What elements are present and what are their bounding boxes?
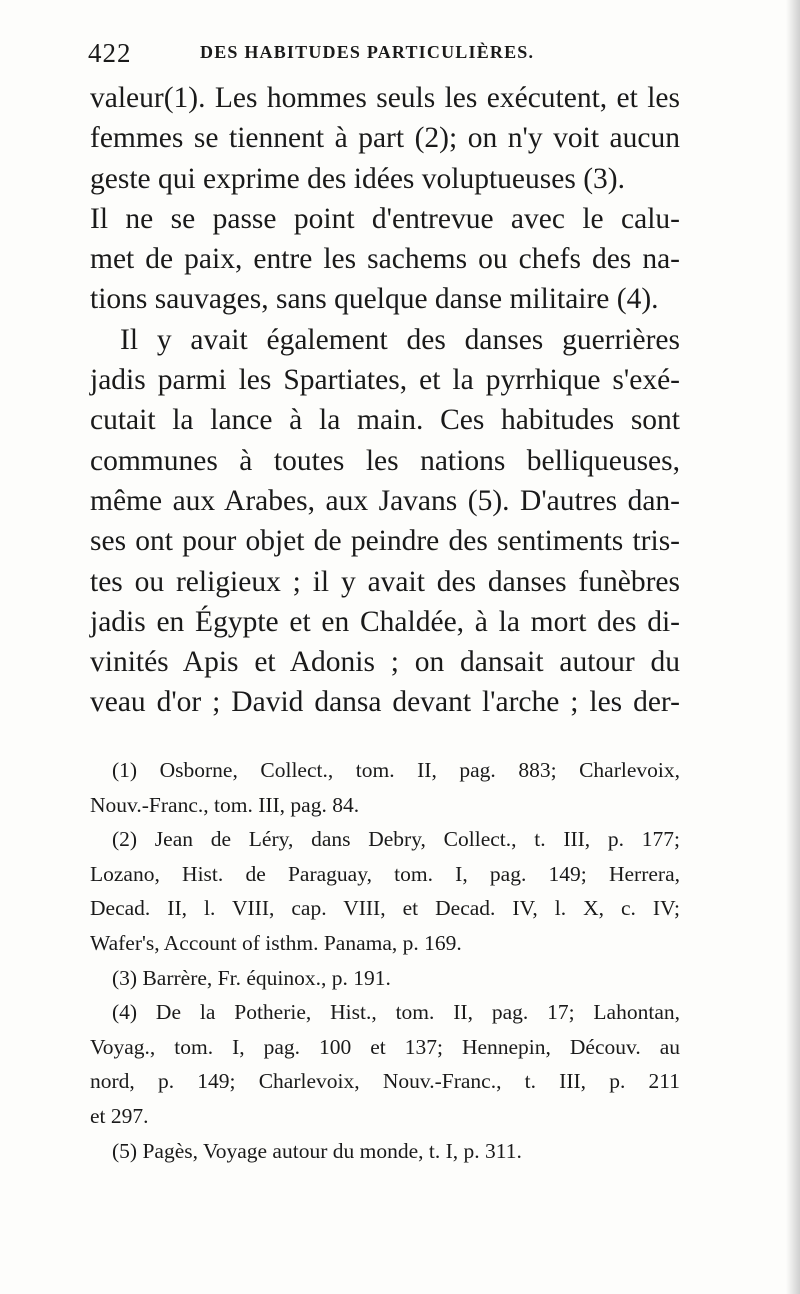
body-line: cutait la lance à la main. Ces habitudes sont	[90, 404, 680, 437]
body-line: vinités Apis et Adonis ; on dansait autour du	[90, 646, 680, 679]
body-line: met de paix, entre les sachems ou chefs des na-	[90, 243, 680, 276]
body-line: communes à toutes les nations belliqueuses,	[90, 444, 680, 477]
footnotes	[90, 753, 680, 1168]
body-line: tions sauvages, sans quelque danse militaire (4).	[90, 283, 659, 316]
page-edge-shadow	[786, 0, 800, 1294]
body-line: jadis en Égypte et en Chaldée, à la mort des di-	[90, 605, 680, 638]
page-number: 422	[88, 38, 132, 68]
footnote-line: Nouv.-Franc., tom. III, pag. 84.	[90, 792, 360, 817]
body-line: tes ou religieux ; il y avait des danses funèbres	[90, 565, 680, 598]
body-line: valeur(1). Les hommes seuls les exécutent, et les	[90, 82, 680, 114]
body-line: ses ont pour objet de peindre des sentiments tris-	[90, 525, 680, 558]
body-line: Il ne se passe point d'entrevue avec le calu-	[90, 202, 680, 235]
running-title: DES HABITUDES PARTICULIÈRES.	[200, 42, 535, 62]
footnote-line: (3) Barrère, Fr. équinox., p. 191.	[112, 965, 391, 990]
body-line: veau d'or ; David dansa devant l'arche ; les der-	[90, 686, 680, 719]
body-line: jadis parmi les Spartiates, et la pyrrhique s'exé-	[90, 364, 680, 397]
body-line: geste qui exprime des idées voluptueuses (3).	[90, 162, 625, 195]
footnote-line: Decad. II, l. VIII, cap. VIII, et Decad. IV, l. X, c. IV;	[90, 896, 680, 921]
footnote-line: Voyag., tom. I, pag. 100 et 137; Hennepin, Découv. au	[90, 1034, 680, 1059]
footnote-line: (4) De la Potherie, Hist., tom. II, pag. 17; Lahontan,	[112, 1000, 680, 1025]
body-line: femmes se tiennent à part (2); on n'y voit aucun	[90, 122, 680, 155]
footnote-line: (5) Pagès, Voyage autour du monde, t. I, p. 311.	[112, 1138, 522, 1163]
running-head	[88, 38, 688, 72]
footnote-line: (2) Jean de Léry, dans Debry, Collect., t. III, p. 177;	[112, 827, 680, 852]
footnote-line: (1) Osborne, Collect., tom. II, pag. 883; Charlevoix,	[112, 758, 680, 782]
footnote-line: Wafer's, Account of isthm. Panama, p. 169.	[90, 930, 462, 955]
footnote-line: nord, p. 149; Charlevoix, Nouv.-Franc., t. III, p. 211	[90, 1069, 680, 1094]
body-line: Il y avait également des danses guerrières	[120, 323, 680, 356]
body-line: même aux Arabes, aux Javans (5). D'autres dan-	[90, 484, 680, 517]
body-text	[90, 78, 680, 723]
footnote-line: Lozano, Hist. de Paraguay, tom. I, pag. 149; Herrera,	[90, 861, 680, 886]
footnote-line: et 297.	[90, 1103, 149, 1128]
